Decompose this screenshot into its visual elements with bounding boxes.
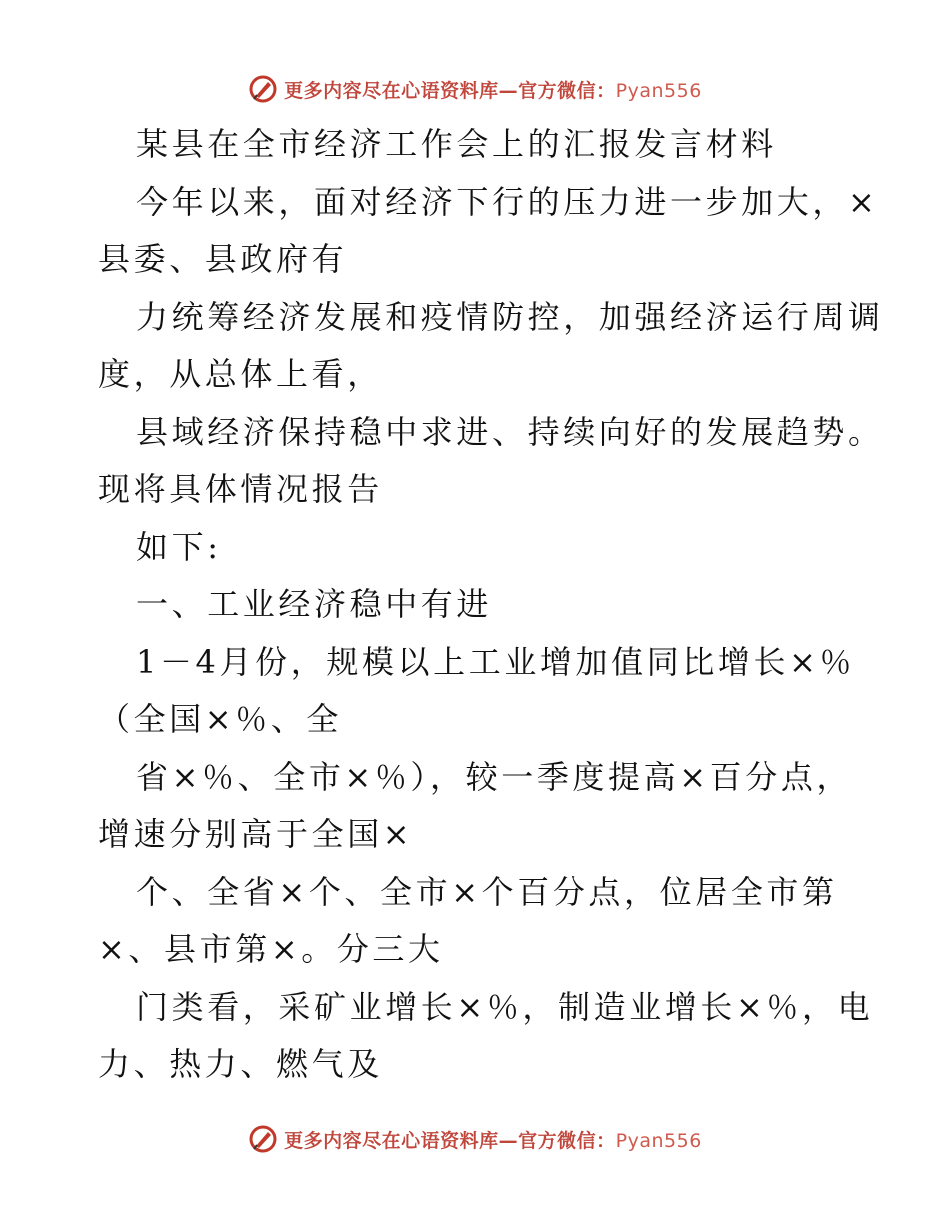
watermark-text: 更多内容尽在心语资料库—官方微信：Pyan556 (284, 79, 702, 102)
text-line: 增速分别高于全国× (98, 815, 414, 853)
text-line: 县域经济保持稳中求进、持续向好的发展趋势。 (136, 412, 884, 451)
watermark-handle: Pyan556 (615, 1129, 702, 1152)
watermark-handle: Pyan556 (615, 79, 702, 102)
text-line: （全国×％、全 (98, 700, 343, 738)
document-body (98, 116, 884, 1094)
text-line: ×、县市第×。分三大 (98, 930, 444, 968)
footer-watermark (0, 1124, 950, 1154)
text-line: 如下: (136, 527, 222, 566)
watermark-text: 更多内容尽在心语资料库—官方微信：Pyan556 (284, 1129, 702, 1152)
quill-logo-icon (248, 74, 278, 104)
text-line: 现将具体情况报告 (98, 470, 383, 508)
text-line: 1－4月份，规模以上工业增加值同比增长×％ (136, 642, 856, 681)
text-line: 度，从总体上看， (98, 355, 383, 393)
text-line: 门类看，采矿业增长×％，制造业增长×％，电 (136, 987, 874, 1026)
text-line: 今年以来，面对经济下行的压力进一步加大，× (136, 182, 879, 221)
text-line: 某县在全市经济工作会上的汇报发言材料 (136, 125, 777, 163)
text-line: 县委、县政府有 (98, 240, 348, 278)
text-line: 力统筹经济发展和疫情防控，加强经济运行周调 (136, 297, 884, 336)
text-line: 一、工业经济稳中有进 (136, 585, 493, 623)
text-line: 力、热力、燃气及 (98, 1045, 383, 1083)
quill-logo-icon (248, 1124, 278, 1154)
text-line: 省×％、全市×％），较一季度提高×百分点， (136, 757, 853, 796)
text-line: 个、全省×个、全市×个百分点，位居全市第 (136, 872, 838, 911)
header-watermark (0, 74, 950, 104)
